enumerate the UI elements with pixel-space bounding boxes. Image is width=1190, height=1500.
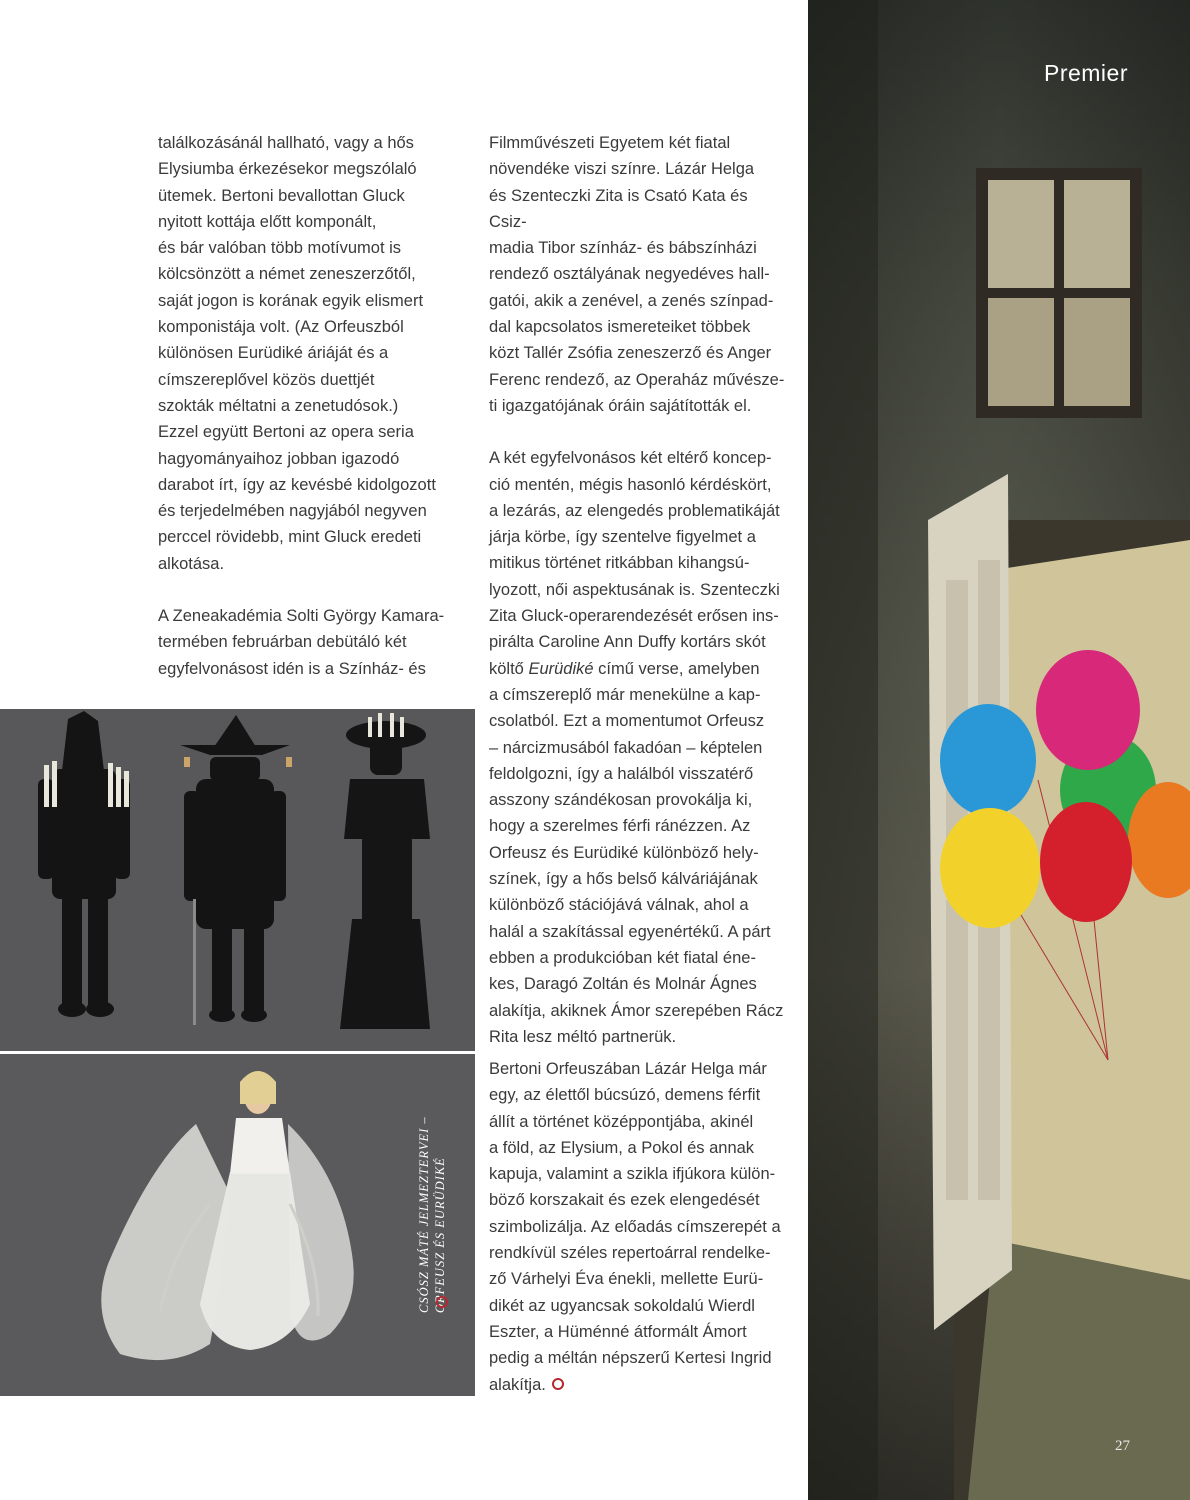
text-line: komponistája volt. (Az Orfeuszból: [158, 318, 404, 337]
costume-design-image-white-gown: [0, 1054, 475, 1396]
text-line: madia Tibor színház- és bábszínházi: [489, 239, 757, 258]
text-line: a föld, az Elysium, a Pokol és annak: [489, 1138, 755, 1157]
poem-title: Eurüdiké: [528, 659, 594, 678]
text-line: állít a történet középpontjába, akinél: [489, 1112, 754, 1131]
door-balloons-photo: [808, 0, 1190, 1500]
page-number: 27: [1115, 1438, 1130, 1454]
text-line: Ferenc rendező, az Operaház művésze-: [489, 370, 785, 389]
text-line: saját jogon is korának egyik elismert: [158, 291, 424, 310]
text-line: asszony szándékosan provokálja ki,: [489, 791, 753, 810]
text-line: kes, Daragó Zoltán és Molnár Ágnes: [489, 975, 757, 994]
text-line: és Szenteczki Zita is Csató Kata és Csiz-: [489, 186, 748, 231]
text-run: című verse, amelyben: [593, 659, 760, 678]
text-line: ző Várhelyi Éva énekli, mellette Eurü-: [489, 1270, 764, 1289]
text-line: hogy a szerelmes férfi ránézzen. Az: [489, 817, 751, 836]
paragraph: [158, 603, 458, 682]
text-line: gatói, akik a zenével, a zenés színpad-: [489, 291, 774, 310]
image-caption: [416, 1068, 456, 1313]
text-line: szimbolizálja. Az előadás címszerepét a: [489, 1217, 781, 1236]
text-line: találkozásánál hallható, vagy a hős: [158, 134, 414, 152]
text-line: perccel rövidebb, mint Gluck eredeti: [158, 528, 422, 547]
text-line: dal kapcsolatos ismereteiket többek: [489, 318, 751, 337]
window: [976, 168, 1142, 418]
text-line: különböző stációjává válnak, ahol a: [489, 896, 749, 915]
text-line: mitikus történet ritkábban kihangsú-: [489, 554, 750, 573]
text-line: ebben a produkcióban két fiatal éne-: [489, 948, 756, 967]
paragraph: [489, 1056, 789, 1398]
section-label: Premier: [1043, 60, 1128, 86]
text-line: Rita lesz méltó partnerük.: [489, 1027, 677, 1046]
paragraph: [489, 445, 789, 1050]
text-line: a címszereplő már menekülne a kap-: [489, 685, 761, 704]
text-line: A két egyfelvonásos két eltérő koncep-: [489, 449, 772, 468]
text-line: különösen Eurüdiké áriáját és a: [158, 344, 389, 363]
text-line: nyitott kottája előtt komponált,: [158, 212, 377, 231]
figure-wide-hat: [180, 715, 290, 1025]
text-line: lyozott, női aspektusának is. Szenteczki: [489, 580, 780, 599]
text-line: a lezárás, az elengedés problematikáját: [489, 501, 780, 520]
text-line: és terjedelmében nagyjából negyven: [158, 502, 427, 521]
text-line: egy, az élettől búcsúzó, demens férfit: [489, 1086, 761, 1105]
article-column-3: [489, 1056, 789, 1398]
text-line: szokták méltatni a zenetudósok.): [158, 396, 399, 415]
text-line: böző korszakait és ezek elengedését: [489, 1191, 760, 1210]
text-line: kölcsönzött a német zeneszerzőtől,: [158, 265, 416, 284]
caption-line: ORFEUSZ ÉS EURÜDIKÉ: [433, 1157, 447, 1313]
text-line: kapuja, valamint a szikla ifjúkora külön-: [489, 1165, 776, 1184]
text-line: Elysiumba érkezésekor megszólaló: [158, 160, 417, 179]
text-line: egyfelvonásost idén is a Színház- és: [158, 659, 426, 678]
text-line: alakítja, akiknek Ámor szerepében Rácz: [489, 1001, 784, 1020]
text-line: Filmművészeti Egyetem két fiatal: [489, 134, 731, 152]
text-line: halál a szakítással egyenértékű. A párt: [489, 922, 771, 941]
text-line: termében februárban debütáló két: [158, 633, 407, 652]
figure-white-gown: [101, 1071, 353, 1360]
text-line: Eszter, a Hüménné átformált Ámort: [489, 1322, 747, 1341]
article-column-1: [158, 130, 458, 682]
text-line: Ezzel együtt Bertoni az opera seria: [158, 423, 414, 442]
text-run: költő: [489, 659, 529, 678]
text-line: színek, így a hős belső kálváriájának: [489, 870, 758, 889]
text-line: ció mentén, mégis hasonló kérdéskört,: [489, 475, 772, 494]
caption-line: CSÓSZ MÁTÉ JELMEZTERVEI –: [417, 1116, 431, 1313]
text-line: és bár valóban több motívumot is: [158, 239, 402, 258]
text-line: alkotása.: [158, 554, 225, 573]
text-line: dikét az ugyancsak sokoldalú Wierdl: [489, 1296, 755, 1315]
text-line: címszereplővel közös duettjét: [158, 370, 375, 389]
text-line: ti igazgatójának óráin sajátították el.: [489, 396, 752, 415]
text-line: rendkívül széles repertoárral rendelke-: [489, 1244, 771, 1263]
paragraph: [158, 130, 458, 577]
text-line: alakítja.: [489, 1375, 546, 1394]
paragraph: [489, 130, 789, 419]
costume-design-image-dark-figures: [0, 709, 475, 1051]
text-line: A Zeneakadémia Solti György Kamara-: [158, 607, 445, 626]
text-line: ütemek. Bertoni bevallottan Gluck: [158, 186, 405, 205]
text-line: növendéke viszi színre. Lázár Helga: [489, 160, 755, 179]
text-line: csolatból. Ezt a momentumot Orfeusz: [489, 712, 765, 731]
caption-marker-icon: [436, 1296, 448, 1308]
figure-hooded: [38, 711, 130, 1017]
text-line: pirálta Caroline Ann Duffy kortárs skót: [489, 633, 766, 652]
text-line: Bertoni Orfeuszában Lázár Helga már: [489, 1060, 767, 1078]
text-line: darabot írt, így az kevésbé kidolgozott: [158, 475, 436, 494]
text-line: hagyományaihoz jobban igazodó: [158, 449, 400, 468]
text-line: pedig a méltán népszerű Kertesi Ingrid: [489, 1349, 772, 1368]
text-line: Orfeusz és Eurüdiké különböző hely-: [489, 843, 759, 862]
text-line: járja körbe, így szentelve figyelmet a: [489, 528, 756, 547]
text-line: – nárcizmusából fakadóan – képtelen: [489, 738, 763, 757]
text-line: közt Tallér Zsófia zeneszerző és Anger: [489, 344, 772, 363]
text-line: rendező osztályának negyedéves hall-: [489, 265, 770, 284]
end-of-article-mark: [552, 1378, 564, 1390]
text-line: Zita Gluck-operarendezését erősen ins-: [489, 607, 779, 626]
text-line: feldolgozni, így a halálból visszatérő: [489, 764, 754, 783]
article-column-2: [489, 130, 789, 1050]
figure-gowned-crown: [340, 721, 430, 1029]
